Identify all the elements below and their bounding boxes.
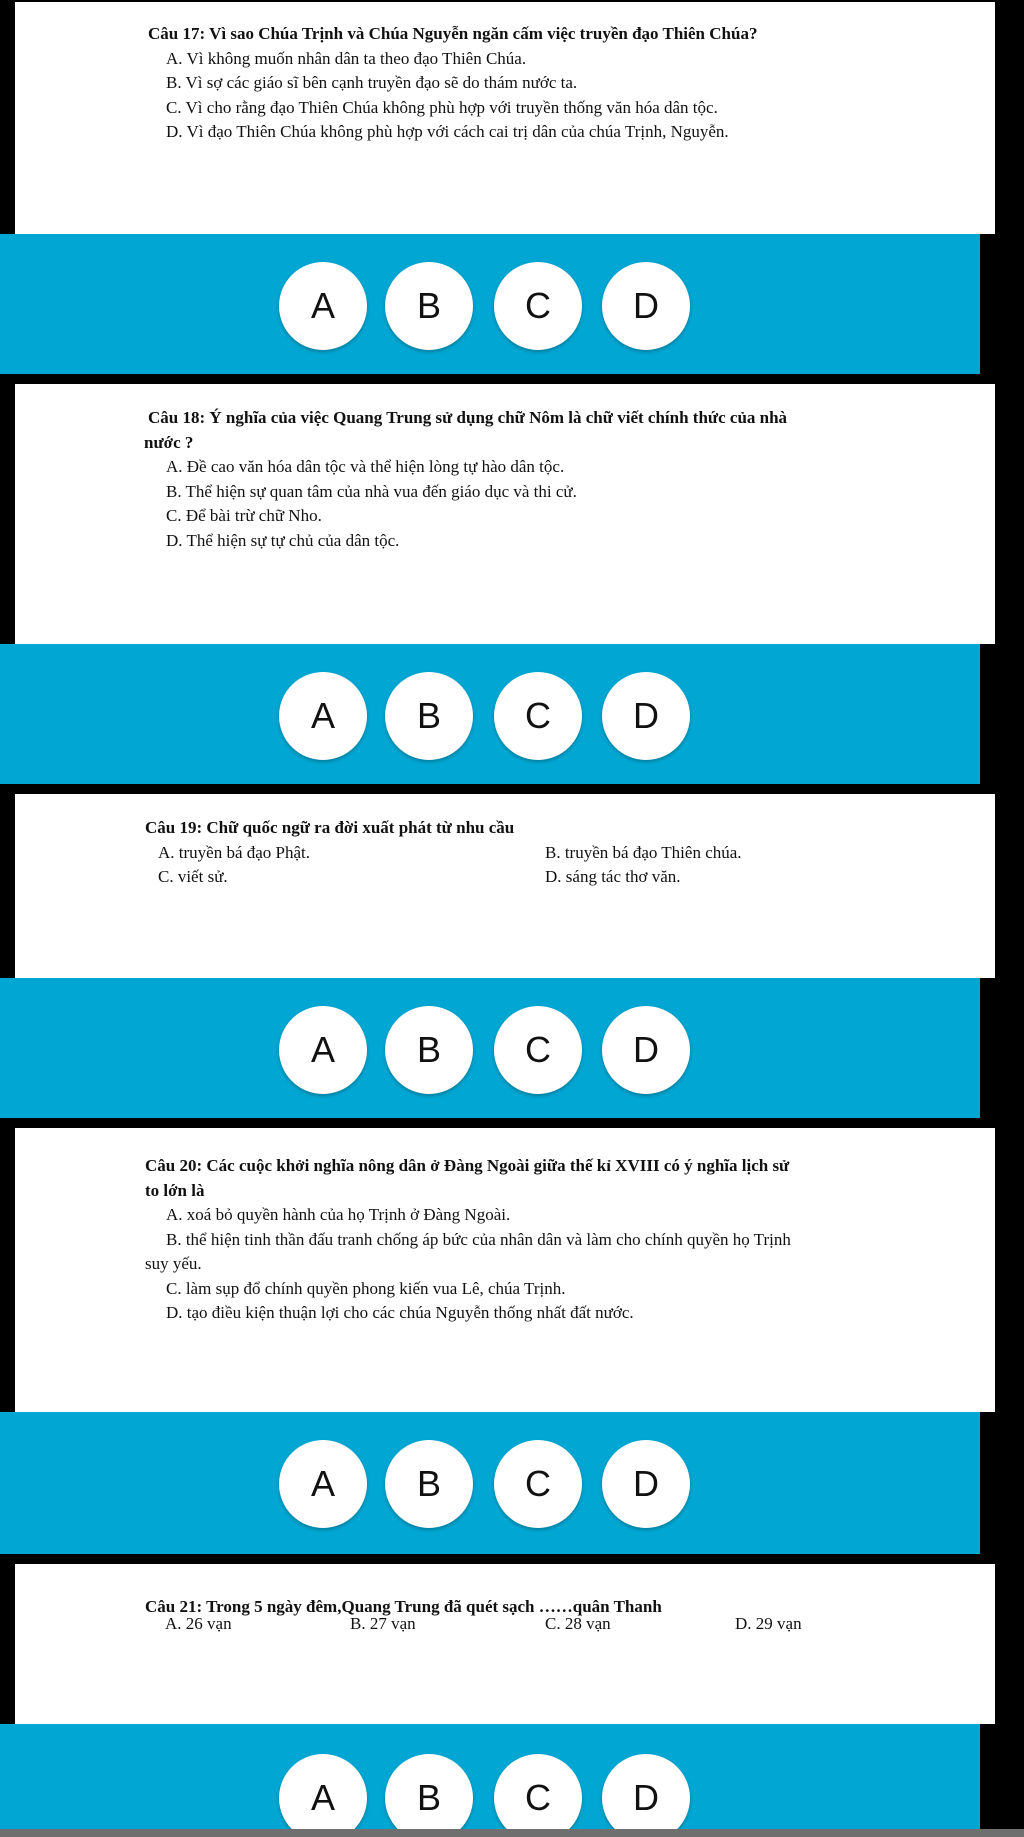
answer-panel-20 <box>0 1412 980 1554</box>
answer-a-button[interactable]: A <box>279 1440 367 1528</box>
answer-d-button[interactable]: D <box>602 1006 690 1094</box>
question-title: Câu 20: Các cuộc khởi nghĩa nông dân ở Đàng Ngoài giữa thế kỉ XVIII có ý nghĩa lịch sử <box>145 1156 790 1175</box>
answer-d-button[interactable]: D <box>602 1754 690 1837</box>
option-b: B. Vì sợ các giáo sĩ bên cạnh truyền đạo sẽ do thám nước ta. <box>166 73 578 92</box>
answer-d-button[interactable]: D <box>602 262 690 350</box>
bottom-bar <box>0 1829 1024 1837</box>
question-card-20 <box>15 1128 995 1412</box>
option-c: C. làm sụp đổ chính quyền phong kiến vua Lê, chúa Trịnh. <box>166 1278 566 1298</box>
question-title-continued: nước ? <box>144 432 194 452</box>
option-a: A. Vì không muốn nhân dân ta theo đạo Thiên Chúa. <box>166 48 527 68</box>
option-d: D. sáng tác thơ văn. <box>545 867 681 886</box>
option-b-continued: suy yếu. <box>145 1254 202 1273</box>
option-d: D. tạo điều kiện thuận lợi cho các chúa Nguyễn thống nhất đất nước. <box>166 1303 634 1322</box>
question-title-continued: to lớn là <box>145 1180 205 1200</box>
answer-b-button[interactable]: B <box>385 672 473 760</box>
option-row <box>15 841 995 866</box>
answer-panel-19 <box>0 978 980 1118</box>
answer-button-row <box>0 1440 980 1528</box>
answer-b-button[interactable]: B <box>385 1754 473 1837</box>
option-b: B. truyền bá đạo Thiên chúa. <box>545 842 742 862</box>
option-a: A. 26 vạn <box>165 1614 232 1633</box>
answer-b-button[interactable]: B <box>385 1006 473 1094</box>
question-19 <box>15 816 995 890</box>
answer-button-row <box>0 262 980 350</box>
option-b: B. thể hiện tinh thần đấu tranh chống áp bức của nhân dân và làm cho chính quyền họ Trịnh <box>166 1229 791 1249</box>
option-a: A. xoá bỏ quyền hành của họ Trịnh ở Đàng Ngoài. <box>166 1205 511 1224</box>
answer-c-button[interactable]: C <box>494 262 582 350</box>
answer-d-button[interactable]: D <box>602 1440 690 1528</box>
question-card-19 <box>15 794 995 978</box>
option-c: C. 28 vạn <box>545 1614 611 1633</box>
answer-c-button[interactable]: C <box>494 672 582 760</box>
answer-c-button[interactable]: C <box>494 1006 582 1094</box>
option-row <box>15 865 995 890</box>
answer-panel-21 <box>0 1724 980 1829</box>
answer-c-button[interactable]: C <box>494 1440 582 1528</box>
answer-d-button[interactable]: D <box>602 672 690 760</box>
option-d: D. 29 vạn <box>735 1614 802 1633</box>
question-title: Câu 18: Ý nghĩa của việc Quang Trung sử dụng chữ Nôm là chữ viết chính thức của nhà <box>148 408 788 427</box>
option-c: C. Vì cho rằng đạo Thiên Chúa không phù hợp với truyền thống văn hóa dân tộc. <box>166 97 718 117</box>
question-title: Câu 21: Trong 5 ngày đêm,Quang Trung đã quét sạch ……quân Thanh <box>145 1597 662 1616</box>
option-b: B. Thể hiện sự quan tâm của nhà vua đến giáo dục và thi cử. <box>166 481 577 501</box>
answer-a-button[interactable]: A <box>279 1754 367 1837</box>
option-b: B. 27 vạn <box>350 1614 416 1633</box>
answer-b-button[interactable]: B <box>385 262 473 350</box>
question-card-17 <box>15 2 995 234</box>
option-d: D. Vì đạo Thiên Chúa không phù hợp với cách cai trị dân của chúa Trịnh, Nguyễn. <box>166 122 729 141</box>
option-c: C. viết sử. <box>158 867 228 886</box>
question-title: Câu 17: Vì sao Chúa Trịnh và Chúa Nguyễn ngăn cấm việc truyền đạo Thiên Chúa? <box>148 24 758 43</box>
answer-a-button[interactable]: A <box>279 262 367 350</box>
answer-panel-18 <box>0 644 980 784</box>
option-d: D. Thể hiện sự tự chủ của dân tộc. <box>166 530 400 550</box>
question-card-18 <box>15 384 995 644</box>
question-17 <box>15 22 995 145</box>
answer-a-button[interactable]: A <box>279 672 367 760</box>
question-title: Câu 19: Chữ quốc ngữ ra đời xuất phát từ nhu cầu <box>145 818 515 837</box>
option-row <box>15 1615 995 1633</box>
question-21 <box>15 1598 995 1633</box>
answer-button-row <box>0 1006 980 1094</box>
answer-b-button[interactable]: B <box>385 1440 473 1528</box>
answer-button-row <box>0 1754 980 1837</box>
answer-c-button[interactable]: C <box>494 1754 582 1837</box>
option-a: A. truyền bá đạo Phật. <box>158 842 311 862</box>
question-20 <box>15 1154 995 1326</box>
answer-a-button[interactable]: A <box>279 1006 367 1094</box>
answer-panel-17 <box>0 234 980 374</box>
question-card-21 <box>15 1564 995 1724</box>
option-c: C. Để bài trừ chữ Nho. <box>166 506 322 525</box>
answer-button-row <box>0 672 980 760</box>
option-a: A. Đề cao văn hóa dân tộc và thể hiện lòng tự hào dân tộc. <box>166 457 565 476</box>
question-18 <box>15 406 995 553</box>
